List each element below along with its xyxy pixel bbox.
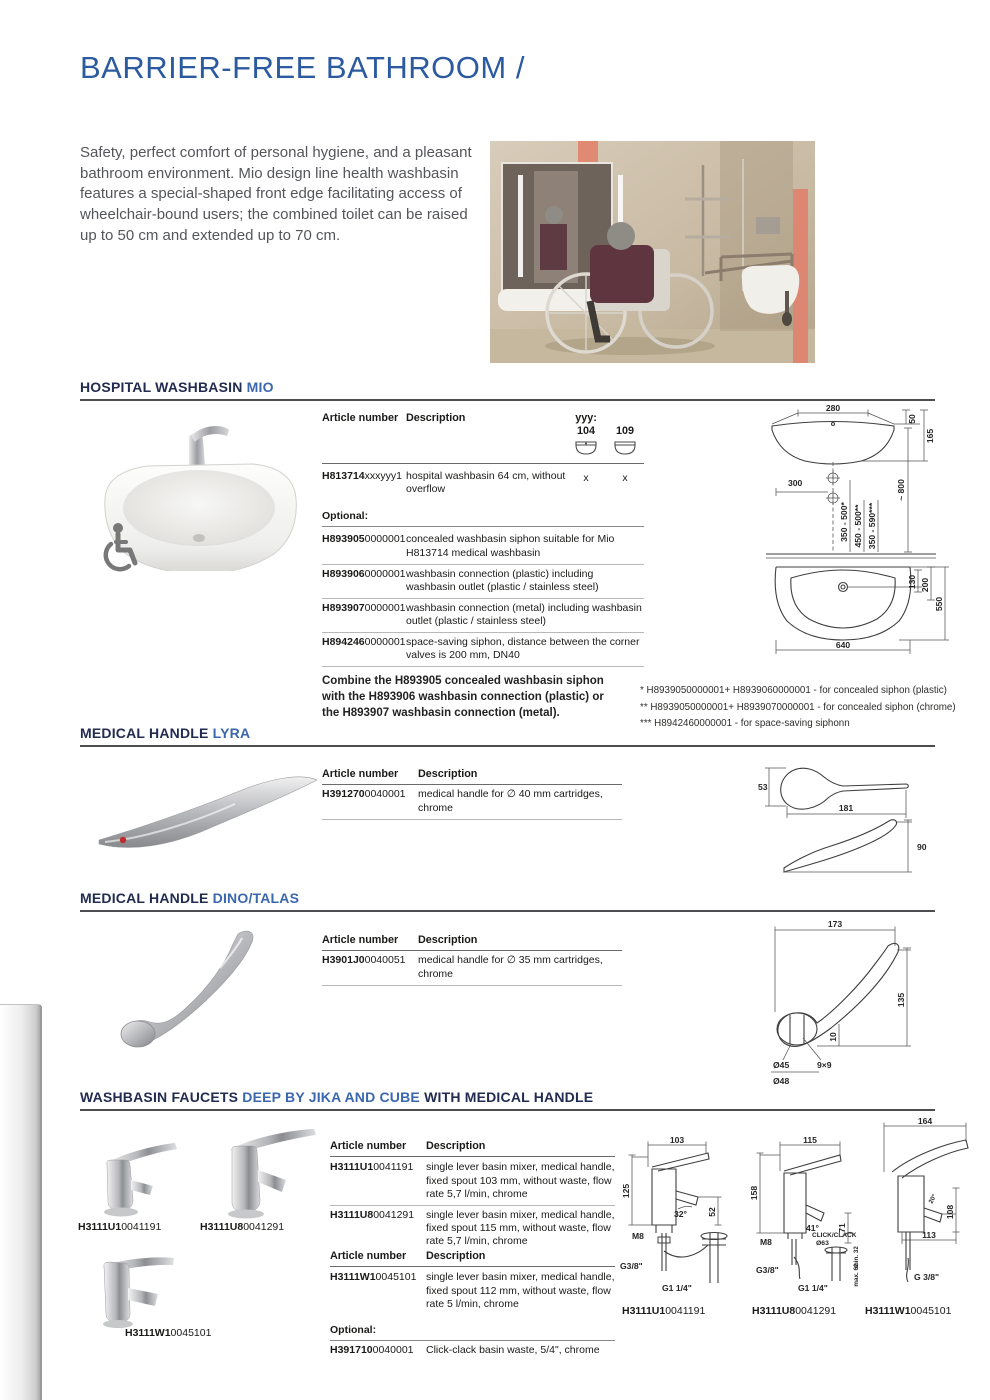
svg-text:50: 50	[907, 414, 917, 424]
faucet-w1-drawing	[862, 1112, 990, 1302]
svg-text:53: 53	[758, 782, 768, 792]
svg-text:108: 108	[945, 1204, 955, 1220]
faucet-u1-drawing	[618, 1133, 750, 1299]
svg-text:41°: 41°	[806, 1223, 819, 1233]
faucet-u8-image	[198, 1126, 323, 1220]
svg-text:135: 135	[896, 992, 906, 1008]
svg-text:181: 181	[838, 803, 854, 813]
svg-text:280: 280	[825, 404, 841, 413]
svg-text:G1 1/4": G1 1/4"	[662, 1283, 692, 1293]
svg-text:350 - 590***: 350 - 590***	[867, 502, 877, 550]
svg-text:164: 164	[917, 1116, 933, 1126]
footnote: ** H8939050000001+ H8939070000001 - for concealed siphon (chrome)	[640, 701, 956, 713]
optional-label: Optional:	[322, 510, 369, 523]
variant-col-109	[606, 425, 644, 460]
svg-text:Ø45: Ø45	[773, 1060, 790, 1070]
section-heading-lyra: MEDICAL HANDLE LYRA	[80, 725, 251, 741]
section-heading-accent: MIO	[246, 379, 274, 395]
dino-product-image	[100, 922, 310, 1072]
svg-text:52: 52	[707, 1207, 717, 1217]
washbasin-104-icon	[574, 439, 598, 456]
table-row: H8939070000001 washbasin connection (metal) including washbasin outlet (plastic / stainless steel)	[322, 599, 644, 633]
section-rule	[80, 399, 935, 401]
combine-note: Combine the H893905 concealed washbasin siphon with the H893906 washbasin connection (plastic) or the H893907 washbasin connection (metal).	[322, 675, 604, 720]
faucet-u1-image	[75, 1138, 185, 1220]
svg-text:10: 10	[828, 1032, 838, 1042]
availability-109: x	[622, 472, 628, 485]
person-torso	[590, 245, 654, 303]
svg-text:300: 300	[788, 478, 803, 488]
flush-plate	[756, 217, 780, 234]
variant-col-104	[566, 412, 606, 460]
table-row: H8939060000001 washbasin connection (plastic) including washbasin outlet (plastic / stainless steel)	[322, 565, 644, 599]
faucet-u1-drawing-label: H3111U10041191	[622, 1305, 706, 1317]
washbasin-109-icon	[613, 439, 637, 456]
svg-text:115: 115	[803, 1135, 817, 1145]
svg-text:max. 62: max. 62	[853, 1263, 860, 1287]
svg-text:G1 1/4": G1 1/4"	[798, 1283, 828, 1293]
footnote: * H8939050000001+ H8939060000001 - for concealed siphon (plastic)	[640, 685, 947, 696]
section-rule	[80, 745, 935, 747]
table-row: H3912700040001 medical handle for ∅ 40 mm cartridges, chrome	[322, 788, 603, 814]
svg-text:350 - 500*: 350 - 500*	[839, 502, 849, 542]
svg-text:640: 640	[835, 640, 851, 650]
person-head	[607, 222, 635, 250]
table-row: H8942460000001 space-saving siphon, distance between the corner valves is 200 mm, DN40	[322, 633, 644, 667]
svg-text:M8: M8	[760, 1237, 772, 1247]
section-heading-dino: MEDICAL HANDLE DINO/TALAS	[80, 890, 300, 906]
svg-text:158: 158	[749, 1185, 759, 1201]
svg-text:125: 125	[621, 1183, 631, 1199]
variant-label: yyy:	[575, 412, 597, 424]
table-row	[322, 467, 644, 501]
svg-text:550: 550	[934, 596, 944, 612]
svg-text:G3/8": G3/8"	[620, 1261, 643, 1271]
dino-table: Article number Description H3901J00040051 medical handle for ∅ 35 mm cartridges, chrome	[322, 934, 622, 986]
table-row: H3917100040001 Click-clack basin waste, 5/4", chrome	[330, 1343, 600, 1356]
svg-text:113: 113	[922, 1230, 936, 1240]
svg-text:Ø63: Ø63	[816, 1240, 829, 1247]
svg-text:min. 32: min. 32	[853, 1246, 860, 1268]
svg-text:71: 71	[837, 1223, 847, 1233]
intro-paragraph: Safety, perfect comfort of personal hygiene, and a pleasant bathroom environment. Mio design line health washbasin features a special-shaped front edge facilitating access of wheelchair-bound users; the combined toilet can be raised up to 50 cm and extended up to 70 cm.	[80, 144, 472, 244]
table-row: H8939050000001 concealed washbasin siphon suitable for Mio H813714 medical washbasin	[322, 530, 644, 564]
variant-109: 109	[615, 425, 634, 438]
section-heading-faucets: WASHBASIN FAUCETS DEEP BY JIKA AND CUBE WITH MEDICAL HANDLE	[80, 1089, 594, 1105]
section-heading-main: HOSPITAL WASHBASIN	[80, 379, 243, 395]
article-description: hospital washbasin 64 cm, without overflow	[406, 470, 566, 496]
washbasin-table	[322, 412, 644, 667]
faucets-table-1: Article number Description H3111U10041191 single lever basin mixer, medical handle, fixed spout 103 mm, without waste, flow rate 5,7 l/min, chrome H3111U80041291 single lever basin mixer, medical handle, fixed spout 115 mm, without waste, flow rate 5,7 l/min, chrome	[330, 1140, 615, 1252]
svg-text:32°: 32°	[674, 1209, 687, 1219]
lyra-dimension-drawing	[756, 752, 990, 884]
svg-text:103: 103	[669, 1135, 685, 1145]
svg-text:165: 165	[925, 428, 935, 444]
table-row: H3111W10045101 single lever basin mixer, medical handle, fixed spout 112 mm, without waste, flow rate 5 l/min, chrome	[330, 1271, 615, 1310]
page-title: BARRIER-FREE BATHROOM /	[80, 50, 525, 85]
footnotes	[640, 683, 956, 733]
table-row: H3111U80041291 single lever basin mixer, medical handle, fixed spout 115 mm, without waste, flow rate 5,7 l/min, chrome	[330, 1208, 615, 1248]
svg-text:200: 200	[920, 577, 930, 593]
faucet-u8-label: H3111U80041291	[200, 1221, 285, 1233]
svg-text:173: 173	[827, 919, 843, 929]
faucet-u8-drawing	[748, 1133, 866, 1299]
bathroom-photo	[490, 141, 815, 363]
footnote: *** H8942460000001 - for space-saving siphonn	[640, 718, 850, 730]
svg-text:~ 800: ~ 800	[896, 479, 906, 501]
faucet-u1-label: H3111U10041191	[78, 1221, 162, 1233]
lyra-table: Article number Description H3912700040001 medical handle for ∅ 40 mm cartridges, chrome	[322, 768, 622, 820]
col-description: Description	[406, 412, 466, 424]
svg-text:CLICK/CLACK: CLICK/CLACK	[812, 1232, 857, 1239]
lyra-product-image	[85, 756, 335, 866]
svg-text:130: 130	[907, 574, 917, 590]
page-edge-tab	[0, 1004, 42, 1400]
wheelchair-icon	[102, 522, 140, 576]
dino-dimension-drawing	[755, 916, 990, 1090]
washbasin-dimension-drawing	[758, 404, 990, 656]
section-rule	[80, 1109, 935, 1111]
availability-104: x	[583, 472, 589, 485]
optional-label: Optional:	[330, 1323, 377, 1336]
hot-indicator-dot	[120, 837, 126, 843]
svg-text:20°: 20°	[927, 1193, 939, 1205]
article-number: H813714xxxyyy1	[322, 470, 402, 483]
svg-text:G 3/8": G 3/8"	[914, 1272, 940, 1282]
faucets-table-2: Article number Description H3111W10045101 single lever basin mixer, medical handle, fixed spout 112 mm, without waste, flow rate 5 l/min, chrome Optional: H3917100040001 Click-clack basin waste, 5/4", chrome	[330, 1250, 615, 1356]
faucet-w1-drawing-label: H3111W10045101	[865, 1305, 952, 1317]
svg-text:G3/8": G3/8"	[756, 1265, 779, 1275]
table-row: H3111U10041191 single lever basin mixer, medical handle, fixed spout 103 mm, without waste, flow rate 5,7 l/min, chrome	[330, 1161, 615, 1200]
section-rule	[80, 910, 935, 912]
svg-text:M8: M8	[632, 1231, 644, 1241]
variant-104: 104	[576, 425, 595, 438]
col-article-number: Article number	[322, 412, 399, 424]
faucet-w1-image	[78, 1250, 193, 1328]
svg-text:Ø48: Ø48	[773, 1076, 790, 1086]
svg-text:9×9: 9×9	[817, 1060, 832, 1070]
light-strip	[518, 175, 523, 277]
section-heading-washbasin	[80, 379, 274, 395]
faucet-w1-label: H3111W10045101	[125, 1327, 212, 1339]
svg-text:450 - 500**: 450 - 500**	[853, 504, 863, 548]
svg-text:90: 90	[917, 842, 927, 852]
faucet-u8-drawing-label: H3111U80041291	[752, 1305, 837, 1317]
table-row: H3901J00040051 medical handle for ∅ 35 mm cartridges, chrome	[322, 954, 603, 980]
